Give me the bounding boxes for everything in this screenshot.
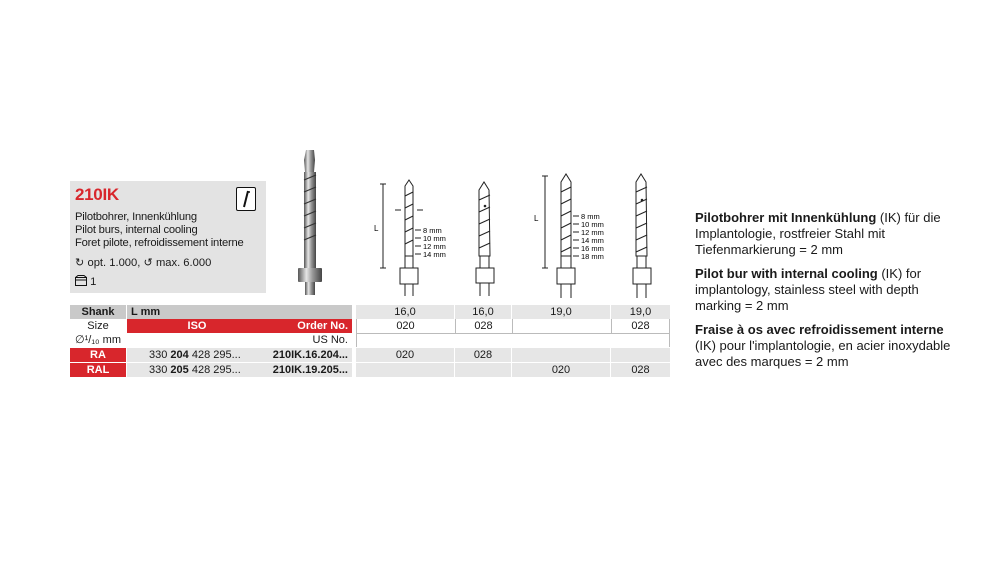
diameter-unit: ∅¹/₁₀ mm xyxy=(70,333,126,347)
drawing-bur-1 xyxy=(365,172,465,300)
product-name-de: Pilotbohrer, Innenkühlung xyxy=(75,211,197,223)
length-label: L xyxy=(534,214,539,223)
shank-header: Shank xyxy=(70,305,126,319)
length-value: 19,0 xyxy=(512,305,610,319)
description-en: Pilot bur with internal cooling (IK) for implantology, stainless steel with depth marking = 2 mm xyxy=(695,266,922,313)
speed-max: max. 6.000 xyxy=(155,257,212,269)
length-label: L xyxy=(374,224,379,233)
size-label: Size xyxy=(70,319,126,333)
pack-info xyxy=(75,275,96,288)
depth-mark: 8 mm xyxy=(581,212,600,221)
order-number-ra: 210IK.16.204... xyxy=(267,348,352,362)
depth-mark: 10 mm xyxy=(581,220,604,229)
drawing-bur-2 xyxy=(465,178,505,300)
length-value: 19,0 xyxy=(611,305,670,319)
rotation-icon: ↺ xyxy=(143,257,153,269)
bur-photo xyxy=(290,150,330,295)
drawing-bur-3 xyxy=(530,170,625,300)
depth-mark: 16 mm xyxy=(581,244,604,253)
rotation-icon: ↻ xyxy=(75,257,85,269)
iso-number-ral: 330 205 428 295... xyxy=(127,363,267,377)
length-header: L mm xyxy=(127,305,352,319)
ra-value xyxy=(611,348,670,362)
depth-mark: 12 mm xyxy=(581,228,604,237)
size-value: 020 xyxy=(356,319,454,333)
description-de: Pilotbohrer mit Innenkühlung (IK) für die Implantologie, rostfreier Stahl mit Tiefenmarkierung = 2 mm xyxy=(695,210,941,257)
drawing-bur-4 xyxy=(622,170,662,300)
size-value xyxy=(512,319,610,333)
size-value: 028 xyxy=(455,319,511,333)
pack-quantity: 1 xyxy=(90,276,97,288)
iso-header: ISO xyxy=(127,319,267,333)
order-number-ral: 210IK.19.205... xyxy=(267,363,352,377)
depth-mark: 12 mm xyxy=(423,242,446,251)
order-header: Order No. xyxy=(267,319,352,333)
product-code: 210IK xyxy=(75,185,119,204)
depth-mark: 18 mm xyxy=(581,252,604,261)
ra-value xyxy=(512,348,610,362)
length-value: 16,0 xyxy=(356,305,454,319)
ral-value xyxy=(455,363,511,377)
us-header: US No. xyxy=(267,333,352,347)
shank-ral: RAL xyxy=(70,363,126,377)
product-card xyxy=(70,181,266,293)
product-name-en: Pilot burs, internal cooling xyxy=(75,224,198,236)
depth-mark: 14 mm xyxy=(581,236,604,245)
product-name-fr: Foret pilote, refroidissement interne xyxy=(75,237,244,249)
internal-cooling-icon xyxy=(236,187,256,211)
ral-value xyxy=(356,363,454,377)
ral-value: 028 xyxy=(611,363,670,377)
product-description xyxy=(695,210,965,378)
shank-ra: RA xyxy=(70,348,126,362)
diameter-row-blank xyxy=(356,333,670,347)
ra-value: 020 xyxy=(356,348,454,362)
ra-value: 028 xyxy=(455,348,511,362)
depth-mark: 10 mm xyxy=(423,234,446,243)
speed-opt: opt. 1.000, xyxy=(87,257,141,269)
depth-mark: 8 mm xyxy=(423,226,442,235)
iso-number-ra: 330 204 428 295... xyxy=(127,348,267,362)
size-value: 028 xyxy=(611,319,670,333)
length-value: 16,0 xyxy=(455,305,511,319)
description-fr: Fraise à os avec refroidissement interne (IK) pour l'implantologie, en acier inoxydable avec des marques = 2 mm xyxy=(695,322,951,369)
ral-value: 020 xyxy=(512,363,610,377)
speed-info xyxy=(75,256,211,269)
depth-mark: 14 mm xyxy=(423,250,446,259)
package-icon xyxy=(75,276,90,288)
